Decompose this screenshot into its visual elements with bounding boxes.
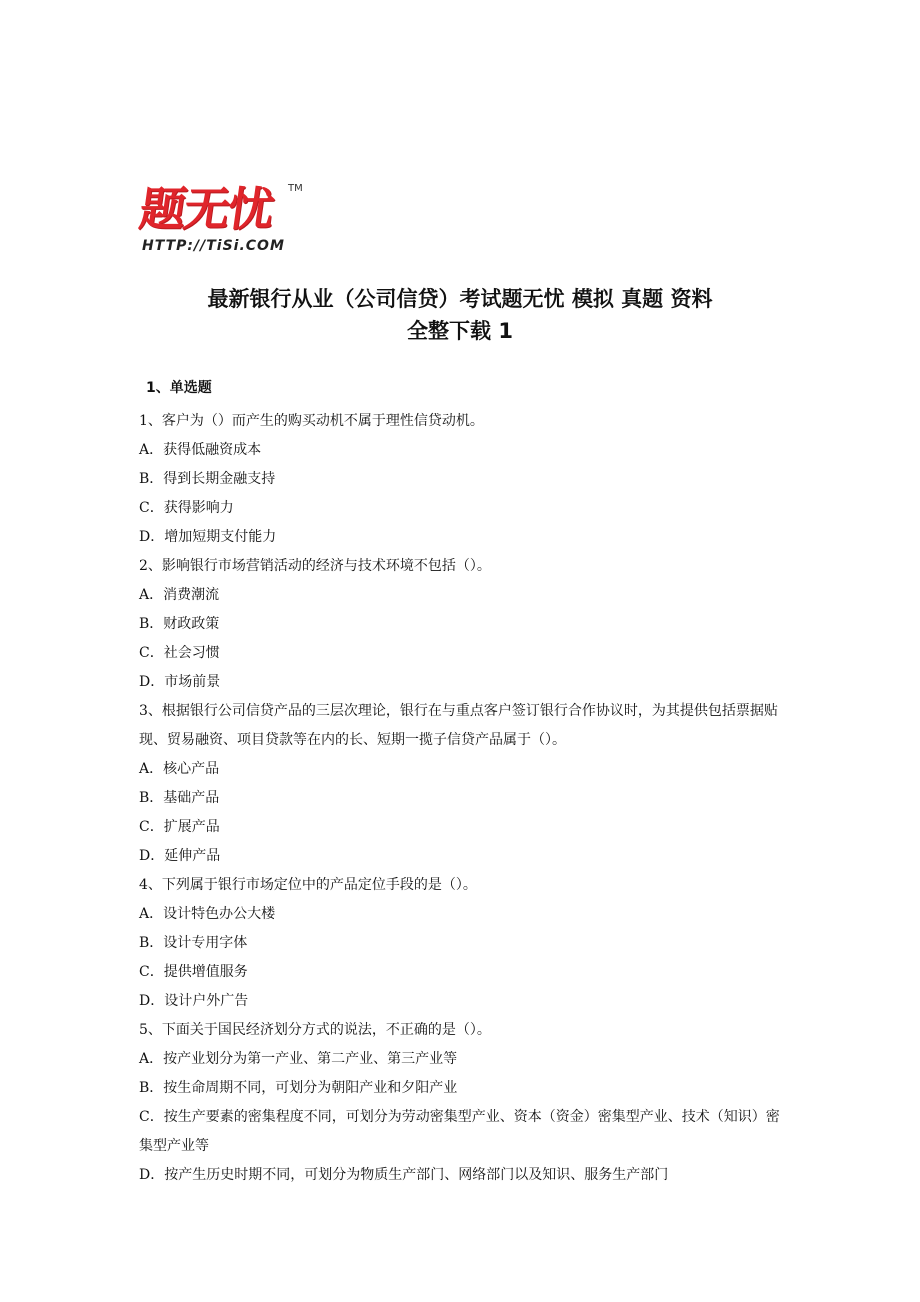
question-1-option-b: B．得到长期金融支持 — [139, 471, 276, 487]
title-line-1: 最新银行从业（公司信贷）考试题无忧 模拟 真题 资料 — [207, 287, 713, 311]
question-2-option-a: A．消费潮流 — [139, 587, 220, 603]
logo-mark: 题无忧 — [136, 182, 276, 236]
question-3-text: 3、根据银行公司信贷产品的三层次理论，银行在与重点客户签订银行合作协议时，为其提供包括票据贴现、贸易融资、项目贷款等在内的长、短期一揽子信贷产品属于（）。 — [139, 703, 778, 748]
document-title — [100, 283, 820, 347]
section-heading: 1、单选题 — [146, 380, 212, 396]
question-list — [139, 407, 789, 1190]
logo-trademark: TM — [288, 183, 303, 194]
question-1-option-a: A．获得低融资成本 — [139, 442, 262, 458]
question-4-option-d: D．设计户外广告 — [139, 993, 249, 1009]
question-2-option-c: C．社会习惯 — [139, 645, 220, 661]
question-2-option-b: B．财政政策 — [139, 616, 220, 632]
question-5-option-c: C．按生产要素的密集程度不同，可划分为劳动密集型产业、资本（资金）密集型产业、技术（知识）密集型产业等 — [139, 1109, 780, 1154]
question-3-option-b: B．基础产品 — [139, 790, 220, 806]
logo-url: HTTP://TiSi.COM — [142, 238, 285, 254]
question-4-option-c: C．提供增值服务 — [139, 964, 248, 980]
question-2-text: 2、影响银行市场营销活动的经济与技术环境不包括（）。 — [139, 558, 491, 574]
question-1-text: 1、客户为（）而产生的购买动机不属于理性信贷动机。 — [139, 413, 484, 429]
question-1-option-c: C．获得影响力 — [139, 500, 234, 516]
question-5-option-b: B．按生命周期不同，可划分为朝阳产业和夕阳产业 — [139, 1080, 458, 1096]
question-2-option-d: D．市场前景 — [139, 674, 221, 690]
question-4-option-a: A．设计特色办公大楼 — [139, 906, 276, 922]
question-3-option-a: A．核心产品 — [139, 761, 220, 777]
question-3-option-c: C．扩展产品 — [139, 819, 220, 835]
question-5-option-a: A．按产业划分为第一产业、第二产业、第三产业等 — [139, 1051, 458, 1067]
question-4-option-b: B．设计专用字体 — [139, 935, 248, 951]
question-3-option-d: D．延伸产品 — [139, 848, 221, 864]
question-5-option-d: D．按产生历史时期不同，可划分为物质生产部门、网络部门以及知识、服务生产部门 — [139, 1167, 669, 1183]
question-5-text: 5、下面关于国民经济划分方式的说法，不正确的是（）。 — [139, 1022, 491, 1038]
question-1-option-d: D．增加短期支付能力 — [139, 529, 277, 545]
question-4-text: 4、下列属于银行市场定位中的产品定位手段的是（）。 — [139, 877, 477, 893]
tisi-logo — [136, 182, 315, 263]
title-line-2: 全整下载 1 — [407, 319, 513, 343]
